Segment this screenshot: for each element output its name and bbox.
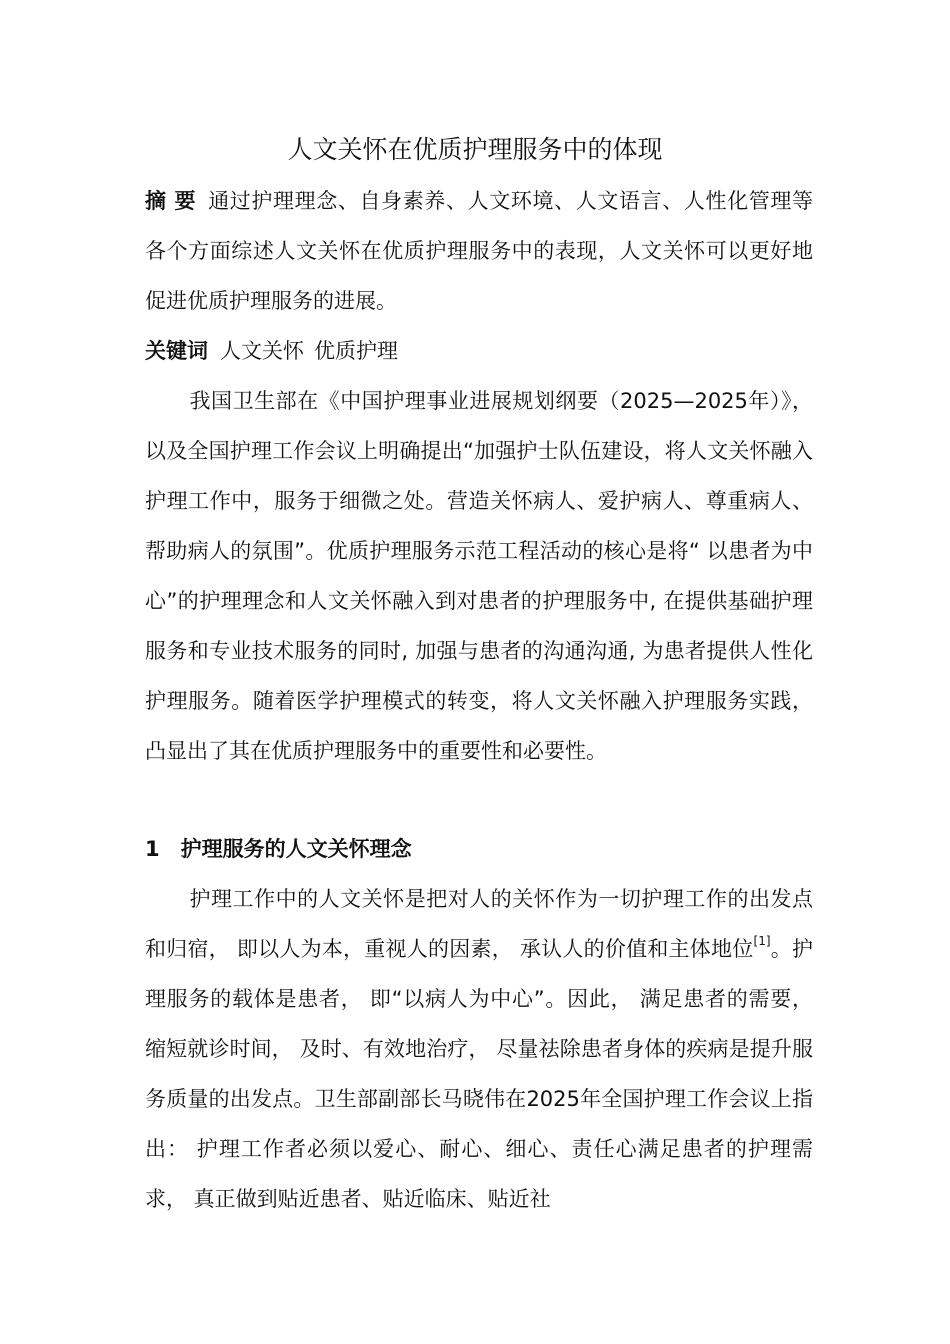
section-text-part2: 。护理服务的载体是患者， 即“以病人为中心”。因此， 满足患者的需要， 缩短就诊时间， 及时、有效地治疗， 尽量祛除患者身体的疾病是提升服务质量的出发点。卫生部副部长马晓伟在2025年全国护理工作会议上指出： 护理工作者必须以爱心、耐心、细心、责任心满足患者的护理需求， 真正做到贴近患者、贴近临床、贴近社 — [145, 937, 813, 1211]
citation-marker: [1] — [753, 934, 771, 948]
section-paragraph — [145, 874, 813, 1224]
abstract-label: 摘 要 — [145, 189, 197, 213]
intro-paragraph — [145, 376, 813, 776]
document-title: 人文关怀在优质护理服务中的体现 — [287, 135, 663, 164]
abstract-text: 通过护理理念、自身素养、人文环境、人文语言、人性化管理等各个方面综述人文关怀在优质护理服务中的表现，人文关怀可以更好地促进优质护理服务的进展。 — [145, 189, 814, 313]
section-heading: 1 护理服务的人文关怀理念 — [145, 837, 412, 861]
abstract-paragraph — [145, 176, 813, 326]
keywords-line — [145, 326, 813, 376]
section-text-part1: 护理工作中的人文关怀是把对人的关怀作为一切护理工作的出发点和归宿， 即以人为本，重视人的因素， 承认人的价值和主体地位 — [145, 887, 813, 961]
keyword-item: 人文关怀 — [220, 339, 304, 363]
keyword-item: 优质护理 — [314, 339, 398, 363]
intro-text: 我国卫生部在《中国护理事业进展规划纲要（2025—2025年）》，以及全国护理工作会议上明确提出“加强护士队伍建设，将人文关怀融入护理工作中，服务于细微之处。营造关怀病人、爱护病人、尊重病人、帮助病人的氛围”。优质护理服务示范工程活动的核心是将“ 以患者为中心”的护理理念和人文关怀融入到对患者的护理服务中, 在提供基础护理服务和专业技术服务的同时, 加强与患者的沟通沟通, 为患者提供人性化护理服务。随着医学护理模式的转变，将人文关怀融入护理服务实践，凸显出了其在优质护理服务中的重要性和必要性。 — [145, 389, 813, 763]
keywords-label: 关键词 — [145, 339, 208, 363]
